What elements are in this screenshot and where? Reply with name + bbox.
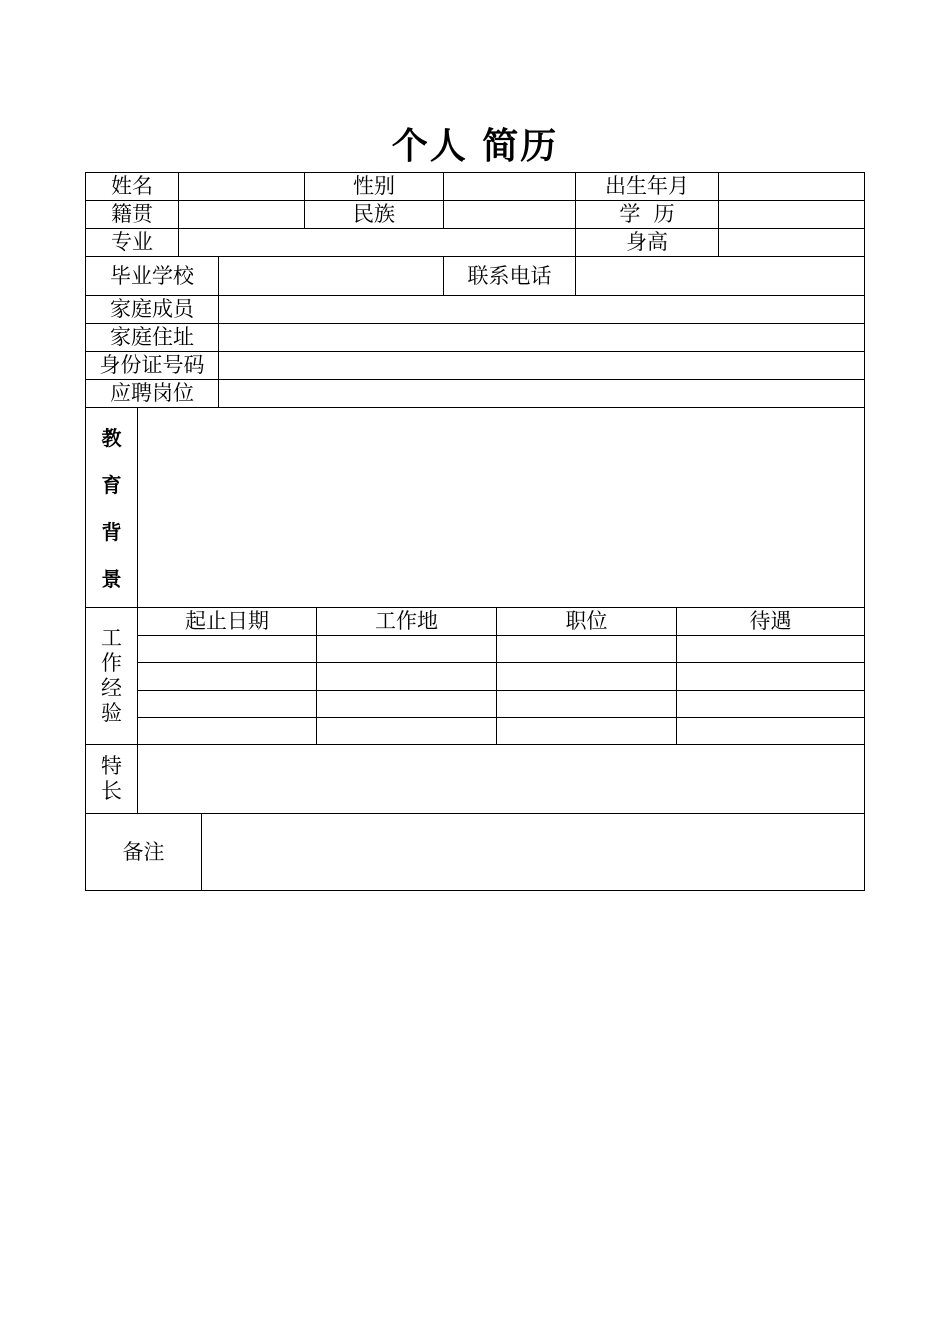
specialty-field[interactable] — [137, 744, 865, 814]
work-char: 工 — [101, 625, 122, 650]
work-cell[interactable] — [676, 717, 865, 745]
work-cell[interactable] — [496, 690, 677, 718]
education-char: 教 — [101, 425, 122, 450]
education-background-field[interactable] — [137, 407, 865, 608]
work-char: 经 — [101, 676, 122, 700]
column-header-workplace: 工作地 — [316, 607, 497, 636]
education-level-label: 学 历 — [575, 200, 719, 229]
work-cell[interactable] — [137, 635, 317, 663]
native-place-label: 籍贯 — [85, 200, 179, 229]
work-cell[interactable] — [137, 717, 317, 745]
birth-field[interactable] — [718, 172, 865, 201]
education-char: 景 — [101, 567, 122, 592]
id-number-field[interactable] — [218, 351, 865, 380]
work-cell[interactable] — [137, 662, 317, 691]
remarks-field[interactable] — [201, 813, 865, 891]
column-header-dates: 起止日期 — [137, 607, 317, 636]
gender-field[interactable] — [443, 172, 576, 201]
position-applied-field[interactable] — [218, 379, 865, 408]
work-cell[interactable] — [316, 717, 497, 745]
address-label: 家庭住址 — [85, 323, 219, 352]
position-applied-label: 应聘岗位 — [85, 379, 219, 408]
column-header-job-title: 职位 — [496, 607, 677, 636]
work-experience-label — [85, 607, 138, 745]
phone-label: 联系电话 — [443, 256, 576, 296]
native-place-field[interactable] — [178, 200, 305, 229]
birth-label: 出生年月 — [575, 172, 719, 201]
work-char: 验 — [101, 701, 122, 726]
education-background-label — [85, 407, 138, 608]
family-members-field[interactable] — [218, 295, 865, 324]
column-header-salary: 待遇 — [676, 607, 865, 636]
page-title: 个人 简历 — [391, 125, 559, 167]
family-members-label: 家庭成员 — [85, 295, 219, 324]
height-label: 身高 — [575, 228, 719, 257]
work-cell[interactable] — [137, 690, 317, 718]
gender-label: 性别 — [304, 172, 444, 201]
name-field[interactable] — [178, 172, 305, 201]
education-level-field[interactable] — [718, 200, 865, 229]
major-field[interactable] — [178, 228, 576, 257]
school-label: 毕业学校 — [85, 256, 219, 296]
education-char: 背 — [101, 520, 122, 545]
phone-field[interactable] — [575, 256, 865, 296]
id-number-label: 身份证号码 — [85, 351, 219, 380]
work-cell[interactable] — [496, 635, 677, 663]
work-cell[interactable] — [316, 662, 497, 691]
work-cell[interactable] — [496, 717, 677, 745]
work-char: 作 — [101, 650, 122, 675]
specialty-char: 长 — [101, 779, 122, 803]
height-field[interactable] — [718, 228, 865, 257]
name-label: 姓名 — [85, 172, 179, 201]
work-cell[interactable] — [496, 662, 677, 691]
work-cell[interactable] — [316, 635, 497, 663]
school-field[interactable] — [218, 256, 444, 296]
ethnicity-field[interactable] — [443, 200, 576, 229]
ethnicity-label: 民族 — [304, 200, 444, 229]
work-cell[interactable] — [676, 635, 865, 663]
work-cell[interactable] — [676, 662, 865, 691]
education-char: 育 — [101, 472, 122, 497]
work-cell[interactable] — [316, 690, 497, 718]
address-field[interactable] — [218, 323, 865, 352]
specialty-label — [85, 744, 138, 814]
remarks-label: 备注 — [85, 813, 202, 891]
work-cell[interactable] — [676, 690, 865, 718]
major-label: 专业 — [85, 228, 179, 257]
specialty-char: 特 — [101, 753, 122, 778]
